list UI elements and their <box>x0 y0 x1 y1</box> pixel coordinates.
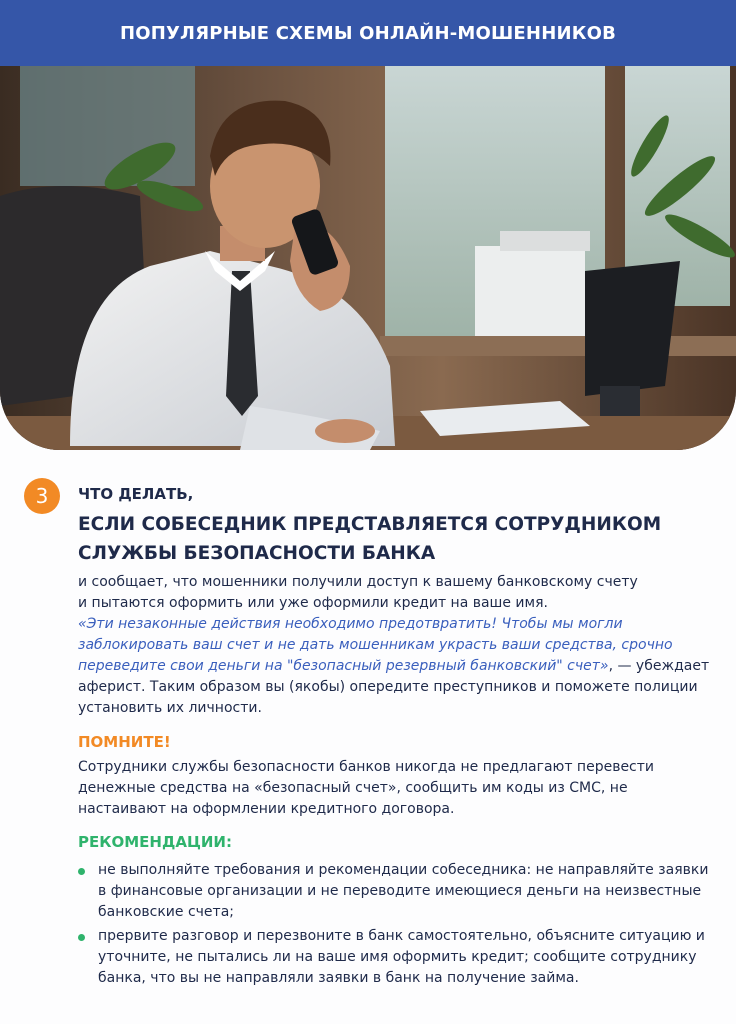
section-number-badge: 3 <box>24 478 60 514</box>
list-item <box>78 860 718 923</box>
remember-text: Сотрудники службы безопасности банков никогда не предлагают перевести денежные средства на «безопасный счет», сообщить им коды из СМС, не настаивают на оформлении кредитного договора. <box>78 759 655 817</box>
man-on-phone-photo <box>0 66 736 450</box>
intro-paragraph <box>78 572 718 614</box>
fraudster-quote: «Эти незаконные действия необходимо предотвратить! Чтобы мы могли заблокировать ваш счет и не дать мошенникам украсть ваши средства, срочно переведите свои деньги на "безопасный резервный банковский" счет» <box>78 616 673 674</box>
quote-paragraph <box>78 614 718 719</box>
recommendations-heading: РЕКОМЕНДАЦИИ: <box>78 833 232 851</box>
intro-line-1: и сообщает, что мошенники получили доступ к вашему банковскому счету <box>78 574 638 590</box>
quote-tail: , — убеждает аферист. Таким образом вы (якобы) опередите преступников и поможете полиции установить их личности. <box>78 658 710 716</box>
page-header <box>0 0 736 66</box>
recommendation-text: прервите разговор и перезвоните в банк самостоятельно, объясните ситуацию и уточните, не пытались ли на ваше имя оформить кредит; сообщите сотруднику банка, что вы не направляли заявки в банк на получение займа. <box>98 928 705 986</box>
remember-heading: ПОМНИТЕ! <box>78 733 171 751</box>
section-lead: ЧТО ДЕЛАТЬ, <box>78 485 194 503</box>
intro-line-2: и пытаются оформить или уже оформили кредит на ваше имя. <box>78 595 548 611</box>
list-item <box>78 926 718 989</box>
section-title: ЕСЛИ СОБЕСЕДНИК ПРЕДСТАВЛЯЕТСЯ СОТРУДНИКОМ СЛУЖБЫ БЕЗОПАСНОСТИ БАНКА <box>78 514 662 564</box>
page-title: ПОПУЛЯРНЫЕ СХЕМЫ ОНЛАЙН-МОШЕННИКОВ <box>119 22 617 44</box>
bullet-icon <box>78 934 85 941</box>
recommendation-text: не выполняйте требования и рекомендации собеседника: не направляйте заявки в финансовые организации и не переводите имеющиеся деньги на неизвестные банковские счета; <box>98 862 709 920</box>
bullet-icon <box>78 868 85 875</box>
